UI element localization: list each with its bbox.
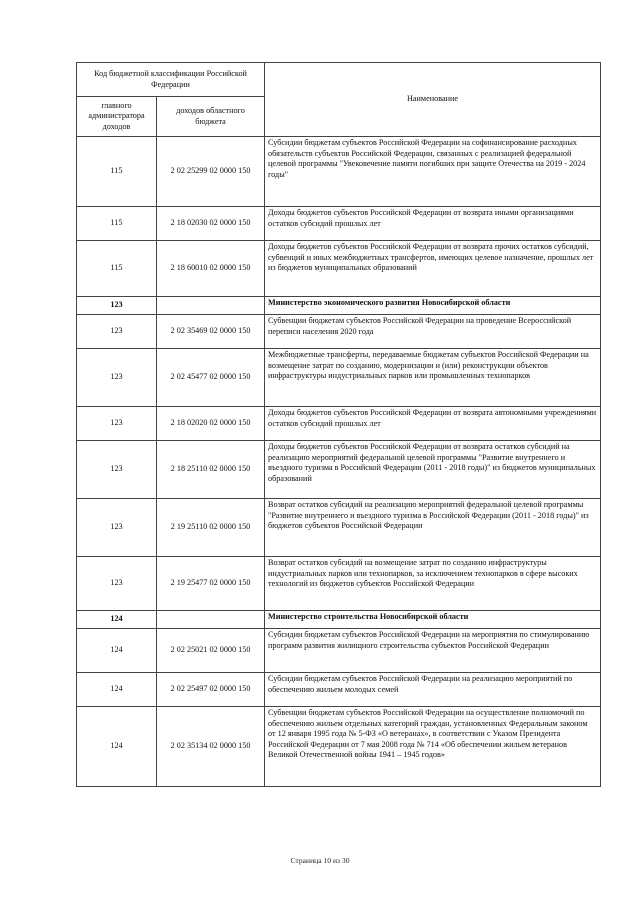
- income-code-cell: 2 02 25497 02 0000 150: [157, 673, 265, 707]
- income-code-cell: 2 18 02030 02 0000 150: [157, 207, 265, 241]
- admin-column-header: главного администратора доходов: [77, 97, 157, 137]
- admin-code-cell: 123: [77, 297, 157, 315]
- admin-code-cell: 124: [77, 707, 157, 787]
- admin-code-cell: 115: [77, 207, 157, 241]
- income-code-cell: [157, 611, 265, 629]
- admin-code-cell: 123: [77, 557, 157, 611]
- name-cell: Министерство экономического развития Новосибирской области: [265, 297, 601, 315]
- admin-code-cell: 124: [77, 629, 157, 673]
- name-cell: Субвенции бюджетам субъектов Российской Федерации на осуществление полномочий по обеспечению жильем отдельных категорий граждан, установленных Федеральным законом от 12 января 1995 года № 5-ФЗ «О ветеранах», в соответствии с Указом Президента Российской Федерации от 7 мая 2008 года № 714 «Об обеспечении жильем ветеранов Великой Отечественной войны 1941 – 1945 годов»: [265, 707, 601, 787]
- income-code-cell: 2 02 35469 02 0000 150: [157, 315, 265, 349]
- name-cell: Межбюджетные трансферты, передаваемые бюджетам субъектов Российской Федерации на возмещение затрат по созданию, модернизации и (или) реконструкции объектов инфраструктуры индустриальных парков или промышленных технопарков: [265, 349, 601, 407]
- income-code-cell: 2 19 25477 02 0000 150: [157, 557, 265, 611]
- admin-code-cell: 124: [77, 673, 157, 707]
- page-number: Страница 10 из 30: [290, 856, 350, 865]
- name-cell: Субсидии бюджетам субъектов Российской Федерации на реализацию мероприятий по обеспечению жильем молодых семей: [265, 673, 601, 707]
- name-cell: Министерство строительства Новосибирской области: [265, 611, 601, 629]
- name-cell: Доходы бюджетов субъектов Российской Федерации от возврата остатков субсидий на реализацию мероприятий федеральной целевой программы "Развитие внутреннего и въездного туризма в Российской Федерации (2011 - 2018 годы)" из бюджетов муниципальных образований: [265, 441, 601, 499]
- admin-code-cell: 124: [77, 611, 157, 629]
- table-row: [77, 707, 601, 787]
- section-row: [77, 611, 601, 629]
- name-column-header: Наименование: [265, 63, 601, 137]
- admin-code-cell: 123: [77, 407, 157, 441]
- name-cell: Субсидии бюджетам субъектов Российской Федерации на софинансирование расходных обязательств субъектов Российской Федерации, связанных с реализацией федеральной целевой программы "Увековечение памяти погибших при защите Отечества на 2019 - 2024 годы": [265, 137, 601, 207]
- table-row: [77, 315, 601, 349]
- admin-code-cell: 115: [77, 241, 157, 297]
- income-code-cell: 2 02 45477 02 0000 150: [157, 349, 265, 407]
- budget-classification-table: [76, 62, 601, 787]
- kbk-group-header: Код бюджетной классификации Российской Федерации: [77, 63, 265, 97]
- admin-code-cell: 115: [77, 137, 157, 207]
- admin-code-cell: 123: [77, 499, 157, 557]
- income-column-header: доходов областного бюджета: [157, 97, 265, 137]
- header-row-group: [77, 63, 601, 97]
- income-code-cell: 2 18 60010 02 0000 150: [157, 241, 265, 297]
- income-code-cell: 2 02 25021 02 0000 150: [157, 629, 265, 673]
- name-cell: Доходы бюджетов субъектов Российской Федерации от возврата прочих остатков субсидий, субвенций и иных межбюджетных трансфертов, имеющих целевое назначение, прошлых лет из бюджетов муниципальных образований: [265, 241, 601, 297]
- table-row: [77, 673, 601, 707]
- table-row: [77, 441, 601, 499]
- admin-code-cell: 123: [77, 441, 157, 499]
- income-code-cell: 2 18 25110 02 0000 150: [157, 441, 265, 499]
- name-cell: Доходы бюджетов субъектов Российской Федерации от возврата иными организациями остатков субсидий прошлых лет: [265, 207, 601, 241]
- table-row: [77, 557, 601, 611]
- income-code-cell: 2 19 25110 02 0000 150: [157, 499, 265, 557]
- name-cell: Возврат остатков субсидий на реализацию мероприятий федеральной целевой программы "Развитие внутреннего и въездного туризма в Российской Федерации (2011 - 2018 годы)" из бюджетов субъектов Российской Федерации: [265, 499, 601, 557]
- income-code-cell: [157, 297, 265, 315]
- income-code-cell: 2 18 02020 02 0000 150: [157, 407, 265, 441]
- table-row: [77, 207, 601, 241]
- table-row: [77, 349, 601, 407]
- table-row: [77, 241, 601, 297]
- name-cell: Возврат остатков субсидий на возмещение затрат по созданию инфраструктуры индустриальных парков или технопарков, за исключением технопарков в сфере высоких технологий из бюджетов субъектов Российской Федерации: [265, 557, 601, 611]
- table-row: [77, 629, 601, 673]
- table-row: [77, 407, 601, 441]
- name-cell: Субсидии бюджетам субъектов Российской Федерации на мероприятия по стимулированию программ развития жилищного строительства субъектов Российской Федерации: [265, 629, 601, 673]
- section-row: [77, 297, 601, 315]
- income-code-cell: 2 02 35134 02 0000 150: [157, 707, 265, 787]
- table-body: [77, 137, 601, 787]
- table-row: [77, 499, 601, 557]
- budget-table-sheet: [76, 62, 600, 787]
- name-cell: Доходы бюджетов субъектов Российской Федерации от возврата автономными учреждениями остатков субсидий прошлых лет: [265, 407, 601, 441]
- table-row: [77, 137, 601, 207]
- name-cell: Субвенции бюджетам субъектов Российской Федерации на проведение Всероссийской переписи населения 2020 года: [265, 315, 601, 349]
- admin-code-cell: 123: [77, 315, 157, 349]
- admin-code-cell: 123: [77, 349, 157, 407]
- income-code-cell: 2 02 25299 02 0000 150: [157, 137, 265, 207]
